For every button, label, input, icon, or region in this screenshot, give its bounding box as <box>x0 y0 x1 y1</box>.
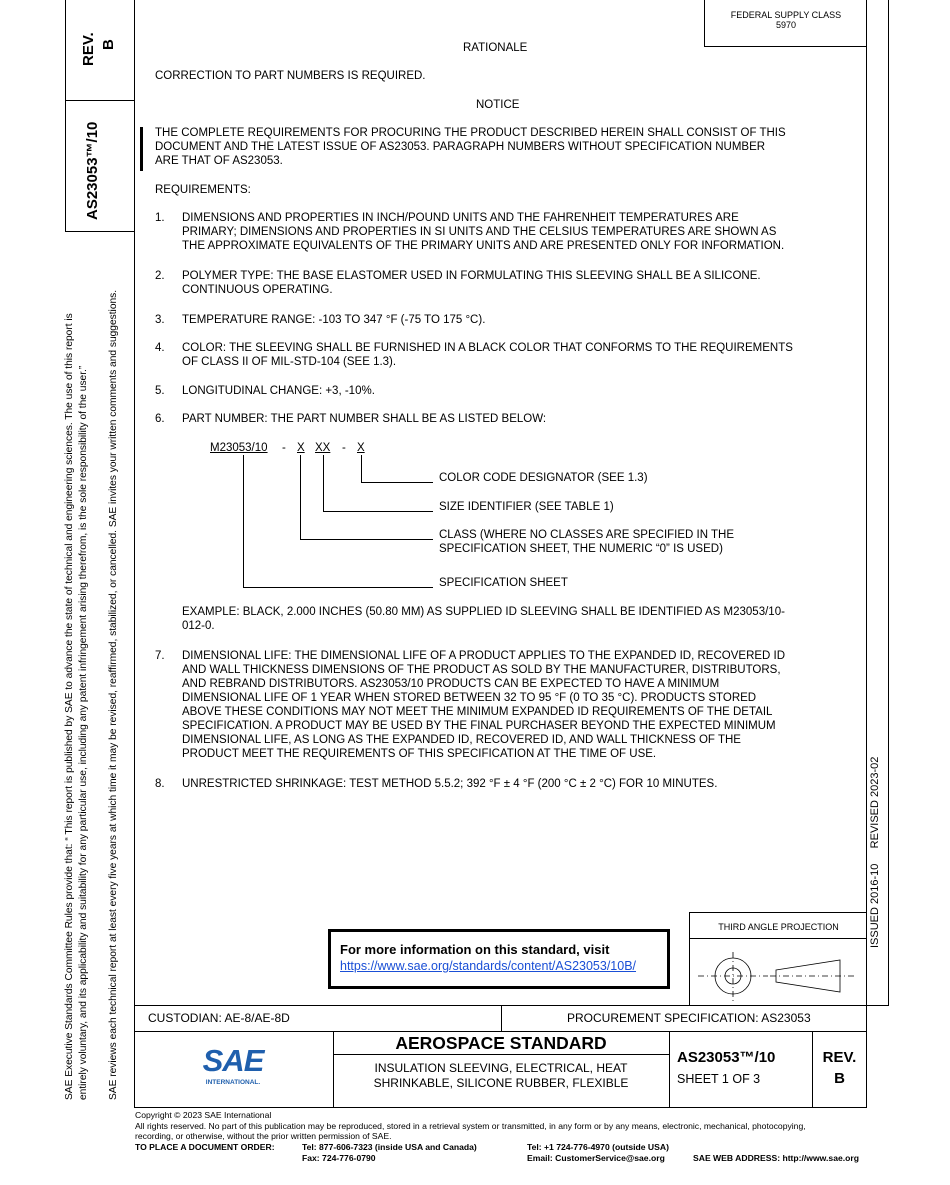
projection-divider <box>690 938 867 939</box>
requirement-line: AND WALL THICKNESS DIMENSIONS OF THE PRODUCT AS SOLD BY THE MANUFACTURER, DISTRIBUTORS, <box>182 664 781 676</box>
federal-supply-class-label: FEDERAL SUPPLY CLASS <box>730 10 842 20</box>
requirement-line: DIMENSIONAL LIFE, AS LONG AS THE EXPANDED ID, RECOVERED ID, AND WALL THICKNESS OF THE <box>182 734 741 746</box>
standard-type-underline <box>333 1054 669 1055</box>
footer-fax: Fax: 724-776-0790 <box>302 1153 376 1163</box>
title-block-col2 <box>669 1031 670 1108</box>
pn-label-size: SIZE IDENTIFIER (SEE TABLE 1) <box>439 501 614 513</box>
pn-label-color: COLOR CODE DESIGNATOR (SEE 1.3) <box>439 472 648 484</box>
sheet-number: SHEET 1 OF 3 <box>677 1072 761 1086</box>
requirement-line: POLYMER TYPE: THE BASE ELASTOMER USED IN FORMULATING THIS SLEEVING SHALL BE A SILICONE. <box>182 270 761 282</box>
title-block-row-divider <box>134 1031 867 1032</box>
requirement-number: 1. <box>155 212 165 224</box>
side-strip-right-border <box>888 0 889 1005</box>
footer-rights-line: recording, or otherwise, without the prior written permission of SAE. <box>135 1131 392 1141</box>
pn-base: M23053/10 <box>210 442 268 454</box>
requirement-line: PRIMARY; DIMENSIONS AND PROPERTIES IN SI UNITS AND THE CELSIUS TEMPERATURES ARE SHOWN AS <box>182 226 777 238</box>
pn-label-class-1: CLASS (WHERE NO CLASSES ARE SPECIFIED IN THE <box>439 529 735 541</box>
pn-label-spec: SPECIFICATION SHEET <box>439 577 568 589</box>
requirement-line: UNRESTRICTED SHRINKAGE: TEST METHOD 5.5.2; 392 °F ± 4 °F (200 °C ± 2 °C) FOR 10 MINUTES. <box>182 778 718 790</box>
requirement-line: TEMPERATURE RANGE: -103 TO 347 °F (-75 TO 175 °C). <box>182 314 486 326</box>
pn-class: X <box>297 442 305 454</box>
requirement-number: 2. <box>155 270 165 282</box>
requirement-line: DIMENSIONAL LIFE OF 1 YEAR WHEN STORED BETWEEN 32 TO 95 °F (0 TO 35 °C). PRODUCTS STORED <box>182 692 757 704</box>
sae-logo-subtext: INTERNATIONAL. <box>205 1079 261 1086</box>
projection-box <box>689 912 867 1006</box>
requirement-number: 4. <box>155 342 165 354</box>
requirement-line: PART NUMBER: THE PART NUMBER SHALL BE AS LISTED BELOW: <box>182 413 547 425</box>
side-box-border <box>65 0 66 232</box>
pn-leader-color-h <box>361 482 433 483</box>
side-rev-value: B <box>100 39 117 50</box>
requirement-line: SPECIFICATION. A PRODUCT MAY BE USED BY THE FINAL PURCHASER BEYOND THE EXPECTED MINIMUM <box>182 720 776 732</box>
requirement-line: DIMENSIONAL LIFE: THE DIMENSIONAL LIFE OF A PRODUCT APPLIES TO THE EXPANDED ID, RECOVERED ID <box>182 650 786 662</box>
requirement-line: LONGITUDINAL CHANGE: +3, -10%. <box>182 385 375 397</box>
side-box-divider <box>65 100 135 101</box>
pn-leader-size-v <box>323 455 324 512</box>
pn-size: XX <box>315 442 331 454</box>
pn-label-class-2: SPECIFICATION SHEET, THE NUMERIC “0” IS USED) <box>439 543 723 555</box>
sae-logo-text: SAE <box>202 1043 264 1078</box>
federal-supply-class-value: 5970 <box>775 20 797 30</box>
example-line: 012-0. <box>182 620 215 632</box>
change-bar <box>140 127 143 171</box>
federal-supply-class-box <box>704 0 867 47</box>
example-text <box>182 605 785 633</box>
title-line: INSULATION SLEEVING, ELECTRICAL, HEAT <box>374 1061 628 1075</box>
requirement-line: THE APPROXIMATE EQUIVALENTS OF THE PRIMARY UNITS AND ARE PRESENTED ONLY FOR INFORMATION. <box>182 240 785 252</box>
notice-line: ARE THAT OF AS23053. <box>155 155 283 167</box>
rationale-heading: RATIONALE <box>463 42 528 54</box>
requirement-line: ABOVE THESE CONDITIONS MAY NOT MEET THE MINIMUM EXPANDED ID REQUIREMENTS OF THE DETAIL <box>182 706 773 718</box>
pn-leader-spec-v <box>243 455 244 588</box>
footer-email[interactable]: Email: CustomerService@sae.org <box>527 1153 665 1163</box>
pn-leader-color-v <box>361 455 362 483</box>
requirement-number: 6. <box>155 413 165 425</box>
requirement-number: 7. <box>155 650 165 662</box>
title-block-bottom <box>134 1107 867 1108</box>
standard-type: AEROSPACE STANDARD <box>395 1033 607 1053</box>
pn-dash2: - <box>342 442 346 454</box>
footer-copyright: Copyright © 2023 SAE International <box>135 1110 272 1120</box>
pn-leader-size-h <box>323 511 433 512</box>
pn-leader-class-h <box>300 539 433 540</box>
requirement-line: COLOR: THE SLEEVING SHALL BE FURNISHED IN A BLACK COLOR THAT CONFORMS TO THE REQUIREMENTS <box>182 342 793 354</box>
side-rev-label: REV. <box>80 32 97 66</box>
footer-tel-intl: Tel: +1 724-776-4970 (outside USA) <box>527 1142 669 1152</box>
side-disclaimer-line1: SAE Executive Standards Committee Rules provide that: “ This report is published by SAE to advance the state of technical and engineering sciences. The use of this report is <box>64 313 75 1100</box>
requirement-line: OF CLASS II OF MIL-STD-104 (SEE 1.3). <box>182 356 397 368</box>
pn-dash1: - <box>282 442 286 454</box>
requirements-heading: REQUIREMENTS: <box>155 184 251 196</box>
example-line: EXAMPLE: BLACK, 2.000 INCHES (50.80 MM) AS SUPPLIED ID SLEEVING SHALL BE IDENTIFIED AS M23053/10- <box>182 606 785 618</box>
pn-leader-class-v <box>300 455 301 540</box>
footer <box>135 1110 895 1142</box>
title-rev-value: B <box>834 1070 845 1087</box>
title-rev-label: REV. <box>822 1049 857 1066</box>
footer-order-label: TO PLACE A DOCUMENT ORDER: <box>135 1142 275 1152</box>
custodian: CUSTODIAN: AE-8/AE-8D <box>148 1011 290 1025</box>
requirement-number: 8. <box>155 778 165 790</box>
notice-line: THE COMPLETE REQUIREMENTS FOR PROCURING THE PRODUCT DESCRIBED HEREIN SHALL CONSIST OF THIS <box>155 127 786 139</box>
sae-logo <box>198 1044 268 1090</box>
procurement-spec: PROCUREMENT SPECIFICATION: AS23053 <box>567 1011 811 1025</box>
info-box <box>328 929 670 989</box>
notice-text <box>155 126 786 168</box>
requirement-line: AND REBRAND DISTRIBUTORS. AS23053/10 PRODUCTS CAN BE EXPECTED TO HAVE A MINIMUM <box>182 678 720 690</box>
frame-left-border <box>134 0 135 1108</box>
requirement-line: DIMENSIONS AND PROPERTIES IN INCH/POUND UNITS AND THE FAHRENHEIT TEMPERATURES ARE <box>182 212 739 224</box>
pn-color: X <box>357 442 365 454</box>
footer-tel-us: Tel: 877-606-7323 (inside USA and Canada) <box>302 1142 477 1152</box>
custodian-divider <box>501 1005 502 1031</box>
requirement-line: PRODUCT MEET THE REQUIREMENTS OF THIS SPECIFICATION AT THE TIME OF USE. <box>182 748 657 760</box>
title-doc-number: AS23053™/10 <box>677 1049 776 1066</box>
notice-line: DOCUMENT AND THE LATEST ISSUE OF AS23053. PARAGRAPH NUMBERS WITHOUT SPECIFICATION NUMBER <box>155 141 766 153</box>
notice-heading: NOTICE <box>476 99 520 111</box>
requirement-number: 3. <box>155 314 165 326</box>
side-box-bottom <box>65 231 135 232</box>
info-box-title: For more information on this standard, visit <box>340 942 610 957</box>
footer-rights-line: All rights reserved. No part of this publication may be reproduced, stored in a retrieval system or transmitted, in any form or by any means, electronic, mechanical, photocopying, <box>135 1120 806 1131</box>
third-angle-projection-icon <box>690 940 867 1006</box>
requirement-number: 5. <box>155 385 165 397</box>
side-dates: ISSUED 2016-10 REVISED 2023-02 <box>869 756 881 948</box>
info-box-link[interactable]: https://www.sae.org/standards/content/AS23053/10B/ <box>340 959 637 973</box>
projection-label: THIRD ANGLE PROJECTION <box>718 922 839 932</box>
title-line: SHRINKABLE, SILICONE RUBBER, FLEXIBLE <box>373 1076 629 1090</box>
title-block-top <box>134 1005 889 1006</box>
pn-leader-spec-h <box>243 587 433 588</box>
side-disclaimer-line2: entirely voluntary, and its applicability and suitability for any particular use, including any patent infringement arising therefrom, is the sole responsibility of the user.” <box>78 365 89 1100</box>
requirement-line: CONTINUOUS OPERATING. <box>182 284 333 296</box>
footer-web[interactable]: SAE WEB ADDRESS: http://www.sae.org <box>693 1153 859 1163</box>
side-doc-number: AS23053™/10 <box>84 121 101 220</box>
side-disclaimer-line3: SAE reviews each technical report at least every five years at which time it may be revised, reaffirmed, stabilized, or cancelled. SAE invites your written comments and suggestions. <box>108 289 119 1100</box>
document-title <box>333 1061 669 1091</box>
rationale-text: CORRECTION TO PART NUMBERS IS REQUIRED. <box>155 70 426 82</box>
